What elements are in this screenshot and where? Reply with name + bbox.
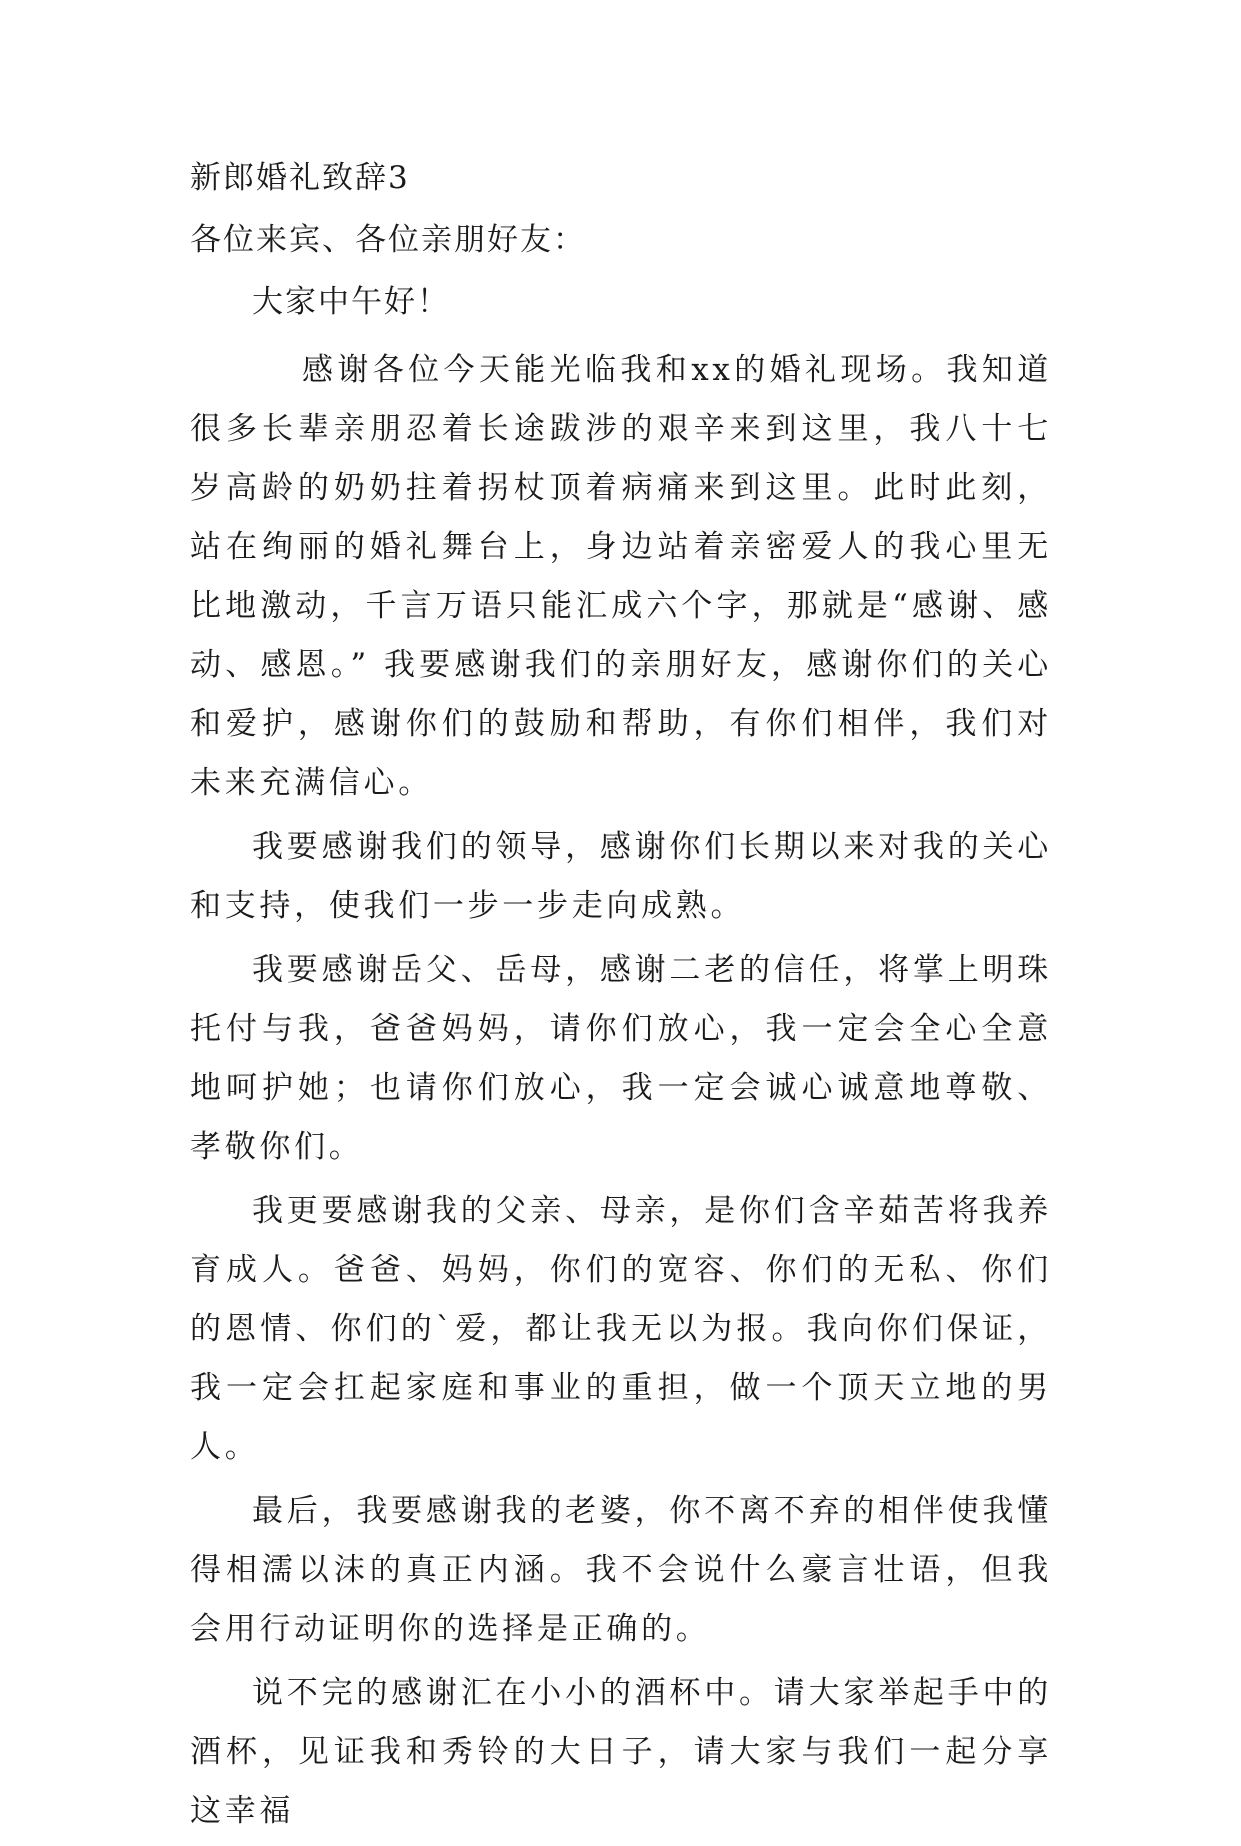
paragraph-thanks-parents: 我更要感谢我的父亲、母亲，是你们含辛茹苦将我养育成人。爸爸、妈妈，你们的宽容、你们的无私、你们的恩情、你们的`爱，都让我无以为报。我向你们保证，我一定会扛起家庭和事业的重担，做一个顶天立地的男人。 [190, 1193, 1052, 1465]
paragraph-toast: 说不完的感谢汇在小小的酒杯中。请大家举起手中的酒杯，见证我和秀铃的大日子，请大家与我们一起分享这幸福 [190, 1675, 1052, 1829]
paragraph-thanks-leaders: 我要感谢我们的领导，感谢你们长期以来对我的关心和支持，使我们一步一步走向成熟。 [190, 829, 1052, 924]
document-title: 新郎婚礼致辞3 [190, 160, 410, 196]
salutation: 各位来宾、各位亲朋好友： [190, 222, 586, 258]
paragraph-thanks-guests: 感谢各位今天能光临我和xx的婚礼现场。我知道很多长辈亲朋忍着长途跋涉的艰辛来到这里，我八十七岁高龄的奶奶拄着拐杖顶着病痛来到这里。此时此刻，站在绚丽的婚礼舞台上，身边站着亲密爱人的我心里无比地激动，千言万语只能汇成六个字，那就是“感谢、感动、感恩。” 我要感谢我们的亲朋好友，感谢你们的关心和爱护，感谢你们的鼓励和帮助，有你们相伴，我们对未来充满信心。 [190, 352, 1052, 801]
paragraph-thanks-wife: 最后，我要感谢我的老婆，你不离不弃的相伴使我懂得相濡以沫的真正内涵。我不会说什么豪言壮语，但我会用行动证明你的选择是正确的。 [190, 1493, 1052, 1647]
document-page [190, 156, 1052, 1846]
greeting: 大家中午好！ [252, 284, 450, 320]
paragraph-thanks-in-laws: 我要感谢岳父、岳母，感谢二老的信任，将掌上明珠托付与我，爸爸妈妈，请你们放心，我一定会全心全意地呵护她；也请你们放心，我一定会诚心诚意地尊敬、孝敬你们。 [190, 952, 1052, 1165]
